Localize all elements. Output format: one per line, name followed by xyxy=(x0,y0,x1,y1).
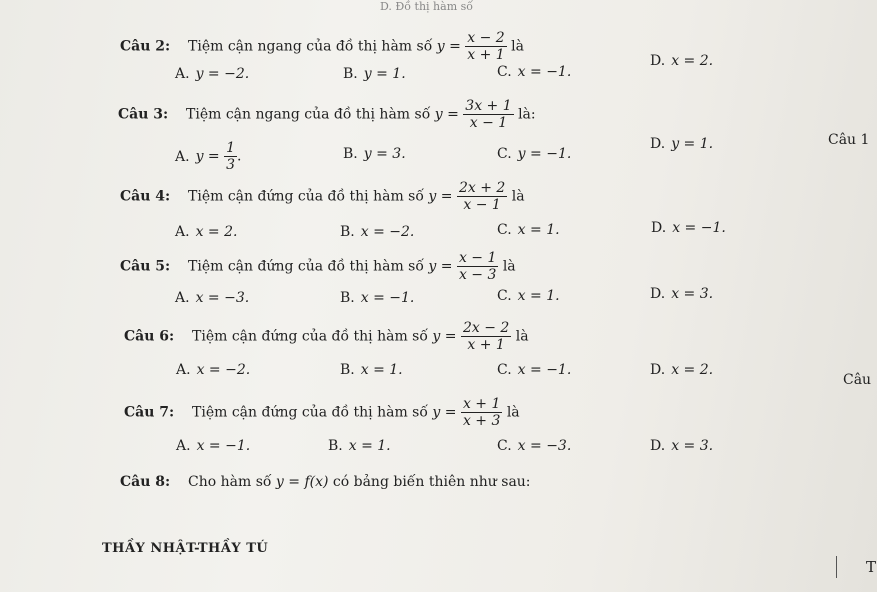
question-suffix: là: xyxy=(518,106,536,123)
option-letter: A. xyxy=(176,362,191,378)
option-period: . xyxy=(237,148,242,165)
question-label: Câu 3: xyxy=(118,106,169,123)
option-letter: D. xyxy=(650,438,666,454)
option-d[interactable] xyxy=(650,286,713,302)
numerator: 1 xyxy=(226,140,236,156)
option-letter: C. xyxy=(497,146,512,162)
option-a[interactable] xyxy=(175,140,241,173)
option-text: x = −1. xyxy=(517,64,572,80)
option-letter: B. xyxy=(343,66,358,82)
function-prefix: y = xyxy=(428,258,453,275)
option-b[interactable] xyxy=(328,438,391,454)
question-stem: Cho hàm số xyxy=(188,474,272,490)
option-letter: D. xyxy=(650,286,666,302)
denominator: 3 xyxy=(226,157,236,173)
option-text: x = 1. xyxy=(348,438,391,454)
function-fraction xyxy=(465,30,506,63)
option-c[interactable] xyxy=(497,64,571,80)
question-3 xyxy=(118,98,536,131)
option-b[interactable] xyxy=(340,362,403,378)
option-letter: C. xyxy=(497,64,512,80)
question-suffix: là xyxy=(515,328,529,345)
option-fraction xyxy=(224,140,237,173)
option-text: x = 2. xyxy=(671,53,714,69)
numerator: 3x + 1 xyxy=(465,98,512,114)
corner-divider xyxy=(836,556,837,578)
option-d[interactable] xyxy=(650,438,713,454)
option-text: x = 1. xyxy=(517,222,560,238)
option-letter: B. xyxy=(328,438,343,454)
function-prefix: y = xyxy=(432,404,457,421)
function-fraction xyxy=(463,98,513,131)
option-d[interactable] xyxy=(650,53,713,69)
question-stem: Tiệm cận ngang của đồ thị hàm số xyxy=(186,106,431,123)
option-b[interactable] xyxy=(340,224,414,240)
question-suffix: là xyxy=(506,404,520,421)
option-letter: B. xyxy=(343,146,358,162)
option-text: y = −2. xyxy=(195,66,250,82)
option-letter: D. xyxy=(650,53,666,69)
question-suffix: là xyxy=(511,38,524,55)
option-d[interactable] xyxy=(651,220,726,236)
option-text: x = 1. xyxy=(517,288,560,304)
option-text: x = −1. xyxy=(517,362,572,378)
option-text: x = −3. xyxy=(517,438,572,454)
option-a[interactable] xyxy=(176,438,250,454)
option-text: x = 1. xyxy=(360,362,403,378)
option-text: x = −1. xyxy=(360,290,415,306)
question-suffix: là xyxy=(502,258,516,275)
question-5 xyxy=(120,250,516,283)
option-a[interactable] xyxy=(175,290,249,306)
option-prefix: y = xyxy=(195,148,225,165)
denominator: x − 1 xyxy=(469,115,508,131)
option-a[interactable] xyxy=(175,66,249,82)
function-prefix: y = xyxy=(436,38,461,55)
function-fraction xyxy=(457,250,498,283)
question-suffix: có bảng biến thiên như sau: xyxy=(332,474,531,490)
question-stem: Tiệm cận đứng của đồ thị hàm số xyxy=(188,188,424,205)
option-d[interactable] xyxy=(650,362,713,378)
question-8 xyxy=(120,474,531,490)
option-letter: B. xyxy=(340,362,355,378)
option-letter: C. xyxy=(497,438,512,454)
question-6 xyxy=(124,320,529,353)
question-stem: Tiệm cận đứng của đồ thị hàm số xyxy=(188,258,424,275)
option-c[interactable] xyxy=(497,222,560,238)
question-label: Câu 4: xyxy=(120,188,171,205)
option-letter: A. xyxy=(176,438,191,454)
question-stem: Tiệm cận đứng của đồ thị hàm số xyxy=(192,328,428,345)
option-d[interactable] xyxy=(650,136,713,152)
option-text: y = −1. xyxy=(517,146,572,162)
option-text: x = −3. xyxy=(195,290,250,306)
function-notation: y = f(x) xyxy=(275,474,329,490)
option-letter: A. xyxy=(175,224,190,240)
function-prefix: y = xyxy=(434,106,459,123)
question-2 xyxy=(120,30,524,63)
denominator: x + 3 xyxy=(462,413,501,429)
option-a[interactable] xyxy=(175,224,237,240)
option-text: y = 1. xyxy=(363,66,406,82)
option-letter: D. xyxy=(651,220,667,236)
numerator: x − 2 xyxy=(467,30,505,46)
option-c[interactable] xyxy=(497,362,571,378)
question-suffix: là xyxy=(511,188,525,205)
option-letter: D. xyxy=(650,136,666,152)
function-prefix: y = xyxy=(428,188,453,205)
option-text: x = 2. xyxy=(671,362,714,378)
numerator: 2x + 2 xyxy=(458,180,506,196)
denominator: x − 3 xyxy=(458,267,497,283)
numerator: x − 1 xyxy=(458,250,497,266)
option-letter: A. xyxy=(175,290,190,306)
option-c[interactable] xyxy=(497,288,560,304)
option-a[interactable] xyxy=(176,362,250,378)
question-stem: Tiệm cận ngang của đồ thị hàm số xyxy=(188,38,433,55)
option-c[interactable] xyxy=(497,438,571,454)
question-4 xyxy=(120,180,525,213)
denominator: x + 1 xyxy=(467,337,505,353)
question-label: Câu 2: xyxy=(120,38,171,55)
question-7 xyxy=(124,396,520,429)
option-text: x = 2. xyxy=(195,224,238,240)
option-b[interactable] xyxy=(343,66,406,82)
function-fraction xyxy=(461,320,511,353)
option-letter: C. xyxy=(497,362,512,378)
question-label: Câu 6: xyxy=(124,328,175,345)
option-text: x = −2. xyxy=(360,224,415,240)
option-letter: D. xyxy=(650,362,666,378)
option-letter: C. xyxy=(497,222,512,238)
option-text: y = 1. xyxy=(671,136,714,152)
function-prefix: y = xyxy=(432,328,457,345)
question-label: Câu 8: xyxy=(120,474,171,490)
corner-mark: T xyxy=(866,558,877,576)
header-fragment: D. Đồ thị hàm số xyxy=(380,0,473,13)
denominator: x − 1 xyxy=(463,197,501,213)
option-letter: B. xyxy=(340,224,355,240)
option-text: x = −1. xyxy=(196,438,251,454)
author-footer: THẦY NHẬT-THẦY TÚ xyxy=(102,541,269,556)
side-label-cau: Câu xyxy=(843,372,872,388)
option-letter: A. xyxy=(175,148,190,165)
option-text: y = 3. xyxy=(363,146,406,162)
numerator: x + 1 xyxy=(462,396,501,412)
option-text: x = 3. xyxy=(671,438,714,454)
question-stem: Tiệm cận đứng của đồ thị hàm số xyxy=(192,404,428,421)
numerator: 2x − 2 xyxy=(462,320,510,336)
option-letter: C. xyxy=(497,288,512,304)
side-label-cau1: Câu 1 xyxy=(828,132,870,148)
option-text: x = 3. xyxy=(671,286,714,302)
option-text: x = −2. xyxy=(196,362,251,378)
function-fraction xyxy=(457,180,507,213)
option-text: x = −1. xyxy=(672,220,726,236)
question-label: Câu 7: xyxy=(124,404,175,421)
denominator: x + 1 xyxy=(467,47,505,63)
option-b[interactable] xyxy=(340,290,414,306)
option-letter: B. xyxy=(340,290,355,306)
option-b[interactable] xyxy=(343,146,406,162)
option-letter: A. xyxy=(175,66,190,82)
option-c[interactable] xyxy=(497,146,571,162)
function-fraction xyxy=(461,396,502,429)
question-label: Câu 5: xyxy=(120,258,171,275)
